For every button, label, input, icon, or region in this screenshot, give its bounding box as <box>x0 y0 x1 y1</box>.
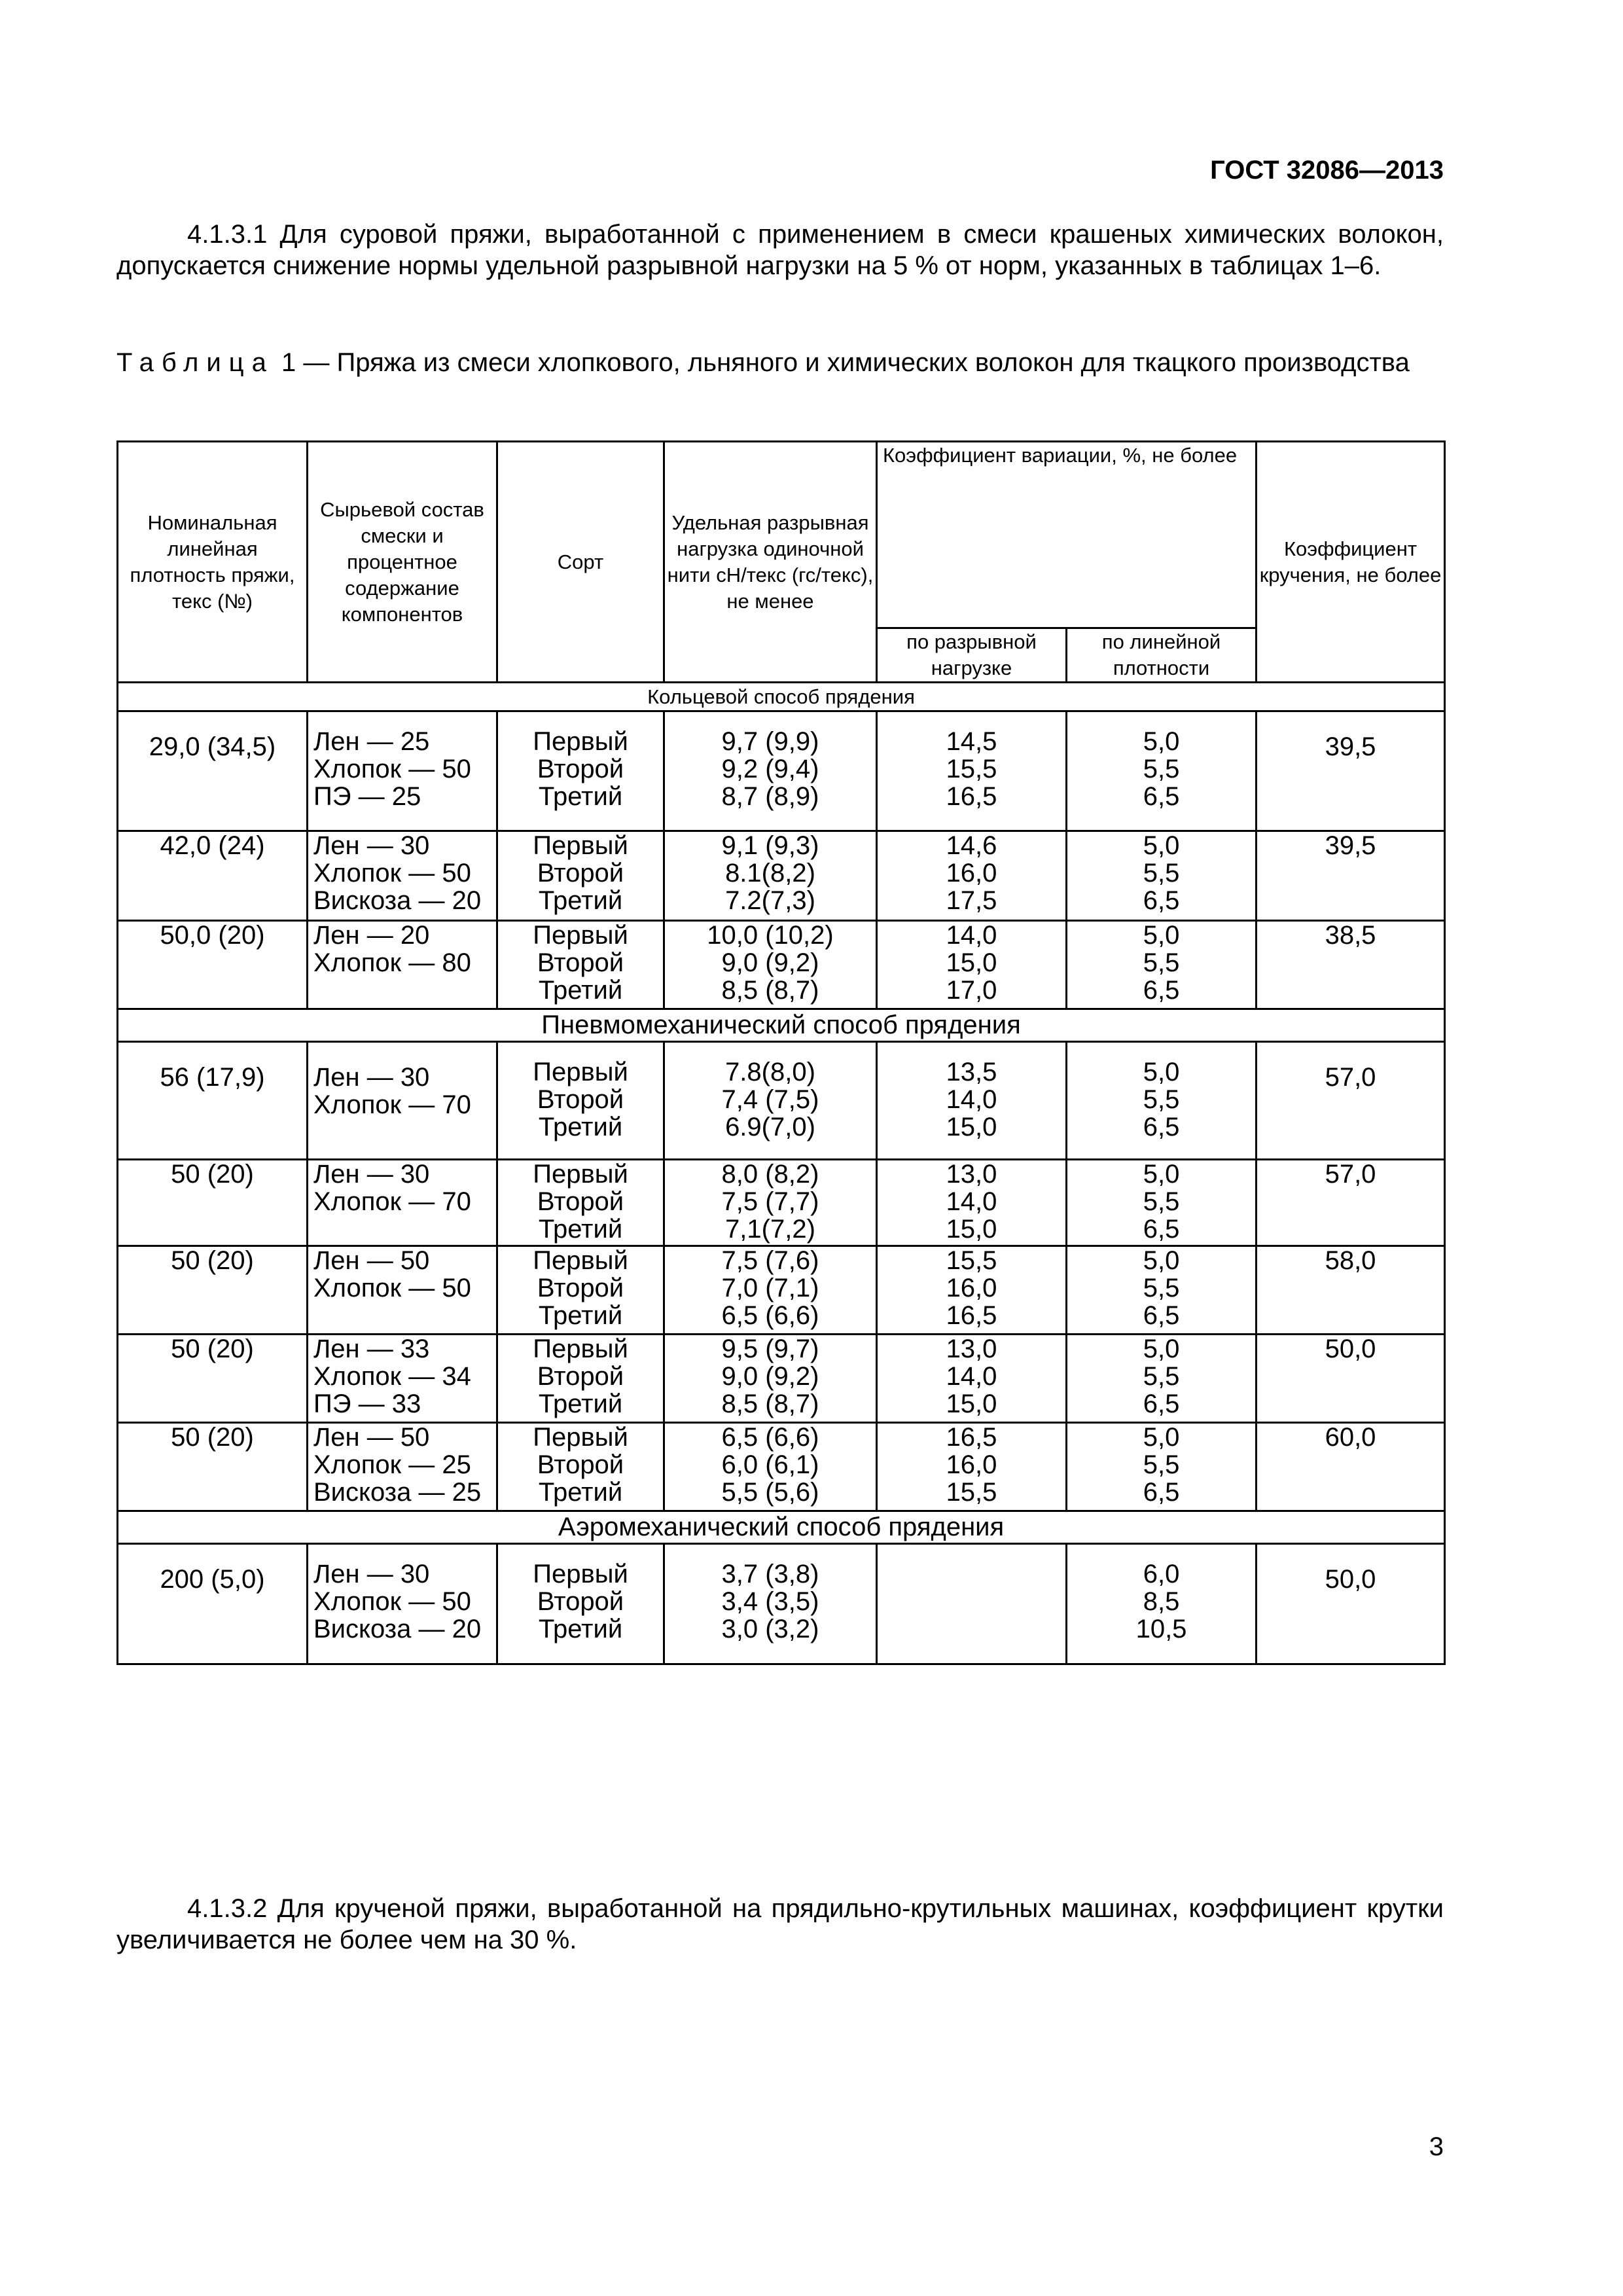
var-load-cell-line: 14,6 <box>946 831 997 860</box>
var-density-cell-line: 6,5 <box>1143 1390 1180 1418</box>
var-load-cell <box>877 711 1067 831</box>
var-load-cell-line: 16,0 <box>946 1450 997 1479</box>
composition-cell-line: Лен — 30 <box>313 1160 430 1189</box>
grade-cell-line: Третий <box>538 976 623 1005</box>
grade-cell-line: Третий <box>538 782 623 811</box>
load-cell-line: 7,5 (7,6) <box>721 1246 819 1275</box>
grade-cell <box>497 1246 664 1335</box>
load-cell-line: 6,5 (6,6) <box>721 1423 819 1452</box>
grade-cell-line: Второй <box>537 1187 624 1216</box>
var-density-cell-line: 5,0 <box>1143 831 1180 860</box>
grade-cell-line: Третий <box>538 1478 623 1507</box>
var-density-cell <box>1067 921 1257 1009</box>
closing-paragraph: 4.1.3.2 Для крученой пряжи, выработанной на прядильно-крутильных машинах, коэффициент крутки увеличивается не более чем на 30 %. <box>116 1894 1444 1954</box>
composition-cell <box>308 1423 497 1511</box>
var-load-cell-line: 14,0 <box>946 1187 997 1216</box>
table-row <box>118 1544 1445 1664</box>
table-caption-number: 1 <box>281 348 296 377</box>
composition-cell <box>308 831 497 921</box>
grade-cell <box>497 831 664 921</box>
composition-cell-line: Лен — 50 <box>313 1246 430 1275</box>
var-density-cell-line: 5,5 <box>1143 948 1180 977</box>
var-density-cell-line: 5,5 <box>1143 755 1180 783</box>
grade-cell-line: Первый <box>533 1160 628 1189</box>
table-row <box>118 1335 1445 1423</box>
var-density-cell-line: 5,5 <box>1143 1187 1180 1216</box>
var-density-cell-line: 6,5 <box>1143 1301 1180 1330</box>
grade-cell-line: Второй <box>537 948 624 977</box>
var-load-cell <box>877 1544 1067 1664</box>
var-load-cell-line: 16,5 <box>946 1301 997 1330</box>
density-cell: 29,0 (34,5) <box>118 711 308 831</box>
load-cell-line: 9,0 (9,2) <box>721 1362 819 1391</box>
twist-cell: 57,0 <box>1257 1042 1445 1160</box>
composition-cell-line: Вискоза — 20 <box>313 1615 482 1643</box>
load-cell-line: 3,0 (3,2) <box>721 1615 819 1643</box>
header-twist: Коэффициент кручения, не более <box>1257 442 1445 683</box>
var-load-cell <box>877 1042 1067 1160</box>
composition-cell-line: Лен — 25 <box>313 727 430 756</box>
section-title: Аэромеханический способ прядения <box>118 1511 1445 1544</box>
composition-cell-line: Хлопок — 70 <box>313 1187 471 1216</box>
var-load-cell-line: 17,0 <box>946 976 997 1005</box>
var-density-cell-line: 5,5 <box>1143 1274 1180 1302</box>
grade-cell <box>497 1544 664 1664</box>
var-load-cell-line: 13,0 <box>946 1160 997 1189</box>
load-cell-line: 3,7 (3,8) <box>721 1560 819 1588</box>
var-density-cell-line: 5,0 <box>1143 1335 1180 1363</box>
grade-cell-line: Второй <box>537 1362 624 1391</box>
grade-cell-line: Второй <box>537 1587 624 1616</box>
load-cell <box>664 1335 877 1423</box>
var-load-cell <box>877 1246 1067 1335</box>
var-density-cell <box>1067 1423 1257 1511</box>
twist-cell: 39,5 <box>1257 711 1445 831</box>
load-cell-line: 8,5 (8,7) <box>721 1390 819 1418</box>
composition-cell-line: Хлопок — 50 <box>313 1274 471 1302</box>
table-caption <box>116 347 1444 378</box>
table-caption-text: — Пряжа из смеси хлопкового, льняного и химических волокон для ткацкого производства <box>303 348 1410 377</box>
var-density-cell <box>1067 831 1257 921</box>
composition-cell-line: Хлопок — 70 <box>313 1090 471 1119</box>
load-cell <box>664 711 877 831</box>
header-density: Номинальная линейная плотность пряжи, текс (№) <box>118 442 308 683</box>
grade-cell <box>497 921 664 1009</box>
section-title: Кольцевой способ прядения <box>118 683 1445 711</box>
load-cell-line: 6,5 (6,6) <box>721 1301 819 1330</box>
var-density-cell <box>1067 1042 1257 1160</box>
var-load-cell-line: 17,5 <box>946 886 997 915</box>
grade-cell-line: Третий <box>538 1215 623 1244</box>
composition-cell <box>308 921 497 1009</box>
load-cell-line: 6.9(7,0) <box>725 1113 815 1141</box>
header-grade: Сорт <box>497 442 664 683</box>
table-row <box>118 921 1445 1009</box>
composition-cell-line: Хлопок — 34 <box>313 1362 471 1391</box>
composition-cell-line: Вискоза — 25 <box>313 1478 482 1507</box>
grade-cell-line: Первый <box>533 1560 628 1588</box>
var-load-cell-line: 14,0 <box>946 1362 997 1391</box>
table-row <box>118 1423 1445 1511</box>
density-cell: 200 (5,0) <box>118 1544 308 1664</box>
var-load-cell-line: 15,0 <box>946 1215 997 1244</box>
var-density-cell <box>1067 1246 1257 1335</box>
composition-cell-line: Лен — 33 <box>313 1335 430 1363</box>
var-load-cell <box>877 1160 1067 1246</box>
table-row <box>118 831 1445 921</box>
var-density-cell <box>1067 1544 1257 1664</box>
yarn-table <box>116 440 1446 1665</box>
load-cell <box>664 1042 877 1160</box>
composition-cell-line: Лен — 50 <box>313 1423 430 1452</box>
grade-cell-line: Третий <box>538 1390 623 1418</box>
density-cell: 42,0 (24) <box>118 831 308 921</box>
load-cell <box>664 921 877 1009</box>
composition-cell-line: Хлопок — 50 <box>313 755 471 783</box>
grade-cell-line: Второй <box>537 1274 624 1302</box>
var-density-cell-line: 5,0 <box>1143 921 1180 950</box>
composition-cell <box>308 1544 497 1664</box>
grade-cell-line: Первый <box>533 1335 628 1363</box>
grade-cell-line: Третий <box>538 1113 623 1141</box>
composition-cell-line: Хлопок — 50 <box>313 1587 471 1616</box>
var-density-cell-line: 8,5 <box>1143 1587 1180 1616</box>
load-cell <box>664 831 877 921</box>
twist-cell: 38,5 <box>1257 921 1445 1009</box>
var-load-cell-line: 15,0 <box>946 948 997 977</box>
grade-cell-line: Третий <box>538 886 623 915</box>
composition-cell-line: Хлопок — 80 <box>313 948 471 977</box>
load-cell-line: 7.8(8,0) <box>725 1058 815 1086</box>
var-load-cell <box>877 1423 1067 1511</box>
page-number: 3 <box>1429 2132 1444 2161</box>
grade-cell-line: Первый <box>533 1058 628 1086</box>
twist-cell: 50,0 <box>1257 1544 1445 1664</box>
load-cell-line: 7.2(7,3) <box>725 886 815 915</box>
header-variation: Коэффициент вариации, %, не более <box>877 442 1257 628</box>
grade-cell-line: Первый <box>533 1246 628 1275</box>
var-density-cell-line: 6,5 <box>1143 1478 1180 1507</box>
var-density-cell-line: 5,5 <box>1143 1085 1180 1114</box>
var-density-cell-line: 6,5 <box>1143 976 1180 1005</box>
composition-cell-line: Лен — 20 <box>313 921 430 950</box>
grade-cell-line: Первый <box>533 1423 628 1452</box>
table-row <box>118 1042 1445 1160</box>
load-cell-line: 7,5 (7,7) <box>721 1187 819 1216</box>
document-header: ГОСТ 32086—2013 <box>1210 156 1444 185</box>
grade-cell <box>497 1423 664 1511</box>
density-cell: 56 (17,9) <box>118 1042 308 1160</box>
var-load-cell-line: 14,5 <box>946 727 997 756</box>
grade-cell-line: Второй <box>537 1450 624 1479</box>
grade-cell <box>497 1160 664 1246</box>
load-cell <box>664 1160 877 1246</box>
var-load-cell-line: 13,0 <box>946 1335 997 1363</box>
load-cell-line: 9,2 (9,4) <box>721 755 819 783</box>
var-load-cell <box>877 1335 1067 1423</box>
var-load-cell-line: 16,5 <box>946 1423 997 1452</box>
composition-cell-line: Лен — 30 <box>313 831 430 860</box>
composition-cell <box>308 1160 497 1246</box>
var-load-cell-line: 15,5 <box>946 1478 997 1507</box>
var-load-cell-line: 16,0 <box>946 1274 997 1302</box>
table-caption-label: Таблица <box>116 348 274 377</box>
var-density-cell-line: 5,0 <box>1143 1058 1180 1086</box>
var-density-cell-line: 5,5 <box>1143 1362 1180 1391</box>
load-cell-line: 8,7 (8,9) <box>721 782 819 811</box>
load-cell-line: 7,1(7,2) <box>725 1215 815 1244</box>
load-cell <box>664 1423 877 1511</box>
grade-cell <box>497 1335 664 1423</box>
var-load-cell <box>877 921 1067 1009</box>
load-cell-line: 9,7 (9,9) <box>721 727 819 756</box>
var-density-cell-line: 5,5 <box>1143 1450 1180 1479</box>
var-density-cell-line: 10,5 <box>1135 1615 1187 1643</box>
header-load: Удельная разрывная нагрузка одиночной нити сН/текс (гс/текс), не менее <box>664 442 877 683</box>
var-density-cell-line: 5,0 <box>1143 1246 1180 1275</box>
header-var-load: по разрывной нагрузке <box>877 628 1067 683</box>
load-cell-line: 8.1(8,2) <box>725 859 815 888</box>
table-row <box>118 1160 1445 1246</box>
var-density-cell-line: 5,5 <box>1143 859 1180 888</box>
grade-cell-line: Второй <box>537 1085 624 1114</box>
density-cell: 50 (20) <box>118 1423 308 1511</box>
load-cell-line: 7,0 (7,1) <box>721 1274 819 1302</box>
twist-cell: 60,0 <box>1257 1423 1445 1511</box>
load-cell-line: 9,1 (9,3) <box>721 831 819 860</box>
var-density-cell-line: 6,5 <box>1143 782 1180 811</box>
var-density-cell-line: 6,5 <box>1143 1215 1180 1244</box>
load-cell-line: 8,0 (8,2) <box>721 1160 819 1189</box>
var-load-cell-line: 16,5 <box>946 782 997 811</box>
var-load-cell-line: 15,5 <box>946 1246 997 1275</box>
var-load-cell-line: 14,0 <box>946 1085 997 1114</box>
var-load-cell-line: 15,0 <box>946 1113 997 1141</box>
section-title: Пневмомеханический способ прядения <box>118 1009 1445 1042</box>
load-cell-line: 5,5 (5,6) <box>721 1478 819 1507</box>
load-cell-line: 8,5 (8,7) <box>721 976 819 1005</box>
composition-cell <box>308 1335 497 1423</box>
composition-cell <box>308 711 497 831</box>
composition-cell-line: Вискоза — 20 <box>313 886 482 915</box>
var-density-cell-line: 6,0 <box>1143 1560 1180 1588</box>
var-load-cell-line: 13,5 <box>946 1058 997 1086</box>
load-cell-line: 9,5 (9,7) <box>721 1335 819 1363</box>
load-cell-line: 9,0 (9,2) <box>721 948 819 977</box>
density-cell: 50 (20) <box>118 1160 308 1246</box>
composition-cell-line: ПЭ — 33 <box>313 1390 421 1418</box>
header-composition: Сырьевой состав смески и процентное содержание компонентов <box>308 442 497 683</box>
grade-cell <box>497 1042 664 1160</box>
load-cell-line: 6,0 (6,1) <box>721 1450 819 1479</box>
twist-cell: 50,0 <box>1257 1335 1445 1423</box>
load-cell-line: 10,0 (10,2) <box>707 921 834 950</box>
composition-cell-line: ПЭ — 25 <box>313 782 421 811</box>
grade-cell-line: Первый <box>533 921 628 950</box>
var-density-cell <box>1067 1160 1257 1246</box>
grade-cell-line: Второй <box>537 755 624 783</box>
intro-paragraph: 4.1.3.1 Для суровой пряжи, выработанной с применением в смеси крашеных химических волокон, допускается снижение нормы удельной разрывной нагрузки на 5 % от норм, указанных в таблицах 1–6. <box>116 220 1444 280</box>
composition-cell-line: Хлопок — 50 <box>313 859 471 888</box>
composition-cell <box>308 1042 497 1160</box>
var-density-cell-line: 6,5 <box>1143 1113 1180 1141</box>
header-var-density: по линейной плотности <box>1067 628 1257 683</box>
twist-cell: 39,5 <box>1257 831 1445 921</box>
grade-cell-line: Третий <box>538 1301 623 1330</box>
composition-cell <box>308 1246 497 1335</box>
grade-cell-line: Третий <box>538 1615 623 1643</box>
table-row <box>118 711 1445 831</box>
load-cell-line: 3,4 (3,5) <box>721 1587 819 1616</box>
var-load-cell-line: 14,0 <box>946 921 997 950</box>
var-density-cell-line: 5,0 <box>1143 1160 1180 1189</box>
density-cell: 50,0 (20) <box>118 921 308 1009</box>
table-row <box>118 1246 1445 1335</box>
var-load-cell <box>877 831 1067 921</box>
grade-cell <box>497 711 664 831</box>
grade-cell-line: Второй <box>537 859 624 888</box>
var-density-cell-line: 5,0 <box>1143 1423 1180 1452</box>
var-density-cell-line: 6,5 <box>1143 886 1180 915</box>
var-load-cell-line: 15,5 <box>946 755 997 783</box>
composition-cell-line: Лен — 30 <box>313 1063 430 1092</box>
composition-cell-line: Лен — 30 <box>313 1560 430 1588</box>
var-density-cell <box>1067 711 1257 831</box>
var-density-cell-line: 5,0 <box>1143 727 1180 756</box>
load-cell <box>664 1246 877 1335</box>
composition-cell-line: Хлопок — 25 <box>313 1450 471 1479</box>
var-load-cell-line: 16,0 <box>946 859 997 888</box>
load-cell-line: 7,4 (7,5) <box>721 1085 819 1114</box>
load-cell <box>664 1544 877 1664</box>
var-load-cell-line: 15,0 <box>946 1390 997 1418</box>
density-cell: 50 (20) <box>118 1246 308 1335</box>
twist-cell: 57,0 <box>1257 1160 1445 1246</box>
twist-cell: 58,0 <box>1257 1246 1445 1335</box>
density-cell: 50 (20) <box>118 1335 308 1423</box>
grade-cell-line: Первый <box>533 831 628 860</box>
var-density-cell <box>1067 1335 1257 1423</box>
grade-cell-line: Первый <box>533 727 628 756</box>
